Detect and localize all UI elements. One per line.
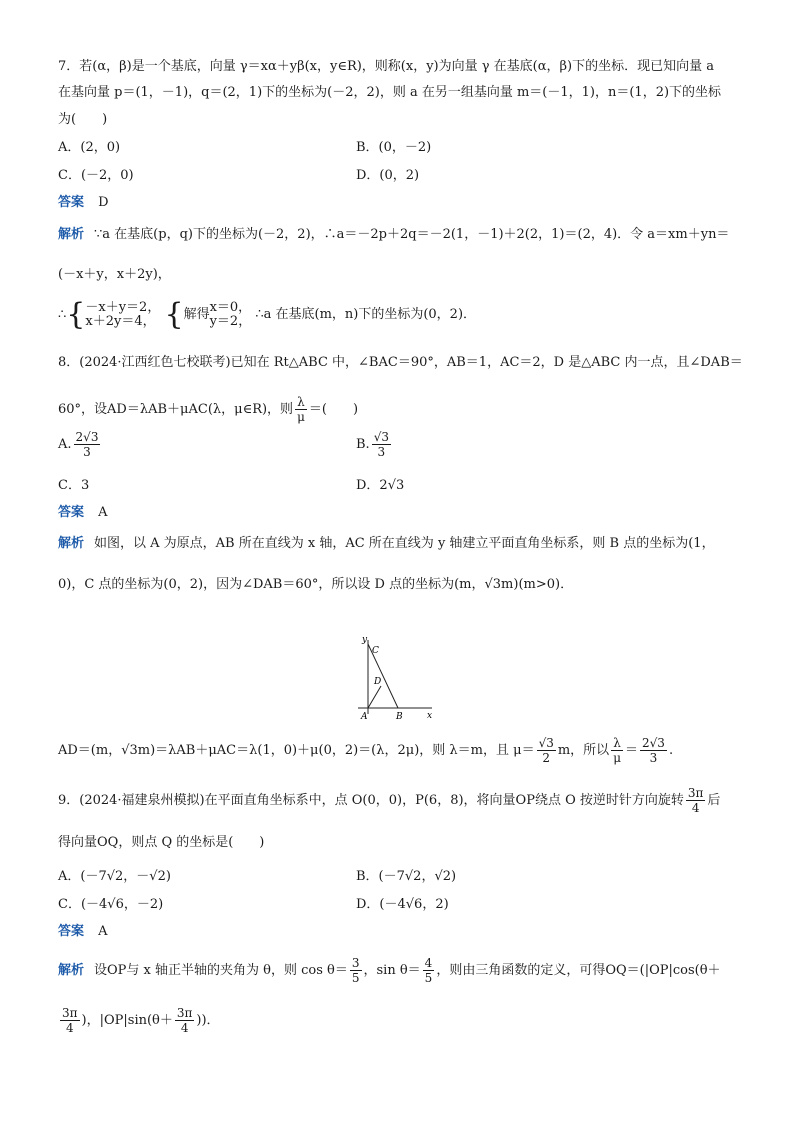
q9-stem-line1: 9．(2024·福建泉州模拟)在平面直角坐标系中，点 O(0，0)，P(6，8)，将向量OP绕点 O 按逆时针方向旋转 $\frac{3\pi}{4}$ 后 [58,786,721,815]
segment-ad [368,686,381,708]
system-solution [210,301,252,329]
label-c: C [372,646,379,656]
answer-value: A [98,924,108,939]
q8-stem-text: 60°，设AD＝λAB＋μAC(λ，μ∈R)，则 [58,402,294,417]
q8-analysis-line2: 0)，C 点的坐标为(0，2)，因为∠DAB＝60°，所以设 D 点的坐标为(m，√3m)(m>0)． [58,577,574,592]
answer-label: 答案 [58,505,85,520]
analysis-label: 解析 [58,536,85,551]
coordinate-figure [350,632,450,724]
analysis-text: ∵a 在基底(p，q)下的坐标为(－2，2)，∴a＝－2p＋2q＝－2(1，－1)＋2(2，1)＝(2，4)．令 a＝xm＋yn＝ [94,227,730,242]
q7-stem-line1: 7．若(α，β)是一个基底，向量 γ＝xα＋yβ(x，y∈R)，则称(x，y)为向量 γ 在基底(α，β)下的坐标．现已知向量 a [58,59,714,74]
q8-answer [58,504,108,522]
label-d: D [374,677,382,687]
q9-analysis-line2: $\frac{3\pi}{4}$ )，|OP|sin(θ＋ $\frac{3\pi}{4}$ ))． [62,1006,220,1035]
solution-x: x＝0， [209,300,252,315]
q8-option-a: A. $\frac{2√3}{3}$ [58,430,99,459]
q9-analysis-line1: 解析 设OP与 x 轴正半轴的夹角为 θ，则 cos θ＝ $\frac{3}{5}$ ，sin θ＝ $\frac{4}{5}$ ，则由三角函数的定义，可得OQ＝(|OP|cos(θ＋ [58,956,721,985]
answer-label: 答案 [58,924,85,939]
q9-stem-text: 9．(2024·福建泉州模拟)在平面直角坐标系中，点 O(0，0)，P(6，8)，将向量OP绕点 O 按逆时针方向旋转 [58,793,684,808]
q8-stem-end: ＝( ) [308,402,359,417]
system-equations [85,301,160,329]
result-text: AD＝(m，√3m)＝λAB＋μAC＝λ(1，0)＋μ(0，2)＝(λ，2μ)，则 λ＝m，且 μ＝ [58,743,535,758]
q7-stem-line2: 在基向量 p＝(1，－1)，q＝(2，1)下的坐标为(－2，2)，则 a 在另一组基向量 m＝(－1，1)，n＝(1，2)下的坐标 [58,85,722,100]
q7-option-b: B．(0，－2) [356,140,432,155]
q9-option-b: B．(－7√2，√2) [356,869,457,884]
lambda-over-mu: $\frac{\lambda}{\mu}$ [297,395,305,424]
q8-option-d: D．2√3 [356,478,405,493]
q7-option-d: D．(0，2) [356,168,420,183]
label-x: x [427,711,433,721]
q7-option-a: A．(2，0) [58,140,121,155]
q7-option-c: C．(－2，0) [58,168,134,183]
q9-option-c: C．(－4√6，－2) [58,897,164,912]
q9-stem-line2: 得向量OQ，则点 Q 的坐标是( ) [58,835,265,850]
answer-label: 答案 [58,195,85,210]
q8-option-b: B. $\frac{√3}{3}$ [356,430,389,459]
q7-stem-line3: 为( ) [58,112,108,127]
answer-value: D [98,195,109,210]
q8-analysis-line1 [58,535,715,553]
solve-text: 解得 [183,307,210,322]
q7-analysis-line2: (－x＋y，x＋2y)， [58,267,171,282]
label-b: B [396,712,403,722]
solution-y: y＝2， [209,314,252,329]
system-conclusion: ∴a 在基底(m，n)下的坐标为(0，2)． [255,307,477,322]
answer-value: A [98,505,108,520]
q7-analysis-line1 [58,226,729,244]
system-eq2: x＋2y＝4， [85,314,156,329]
q8-option-c: C．3 [58,478,90,493]
q9-option-a: A．(－7√2，－√2) [58,869,171,884]
therefore-symbol: ∴ [58,307,67,323]
label-a: A [361,712,368,722]
system-eq1: －x＋y＝2， [85,300,161,315]
label-y: y [362,635,368,645]
q8-result: AD＝(m，√3m)＝λAB＋μAC＝λ(1，0)＋μ(0，2)＝(λ，2μ)，则 λ＝m，且 μ＝ $\frac{√3}{2}$ m，所以 $\frac{\lambda}{\mu}$ ＝ $\frac{2√3}{3}$ . [58,736,674,765]
analysis-text: 如图，以 A 为原点，AB 所在直线为 x 轴，AC 所在直线为 y 轴建立平面直角坐标系，则 B 点的坐标为(1， [94,536,715,551]
q7-equation-system: ∴{ －x＋y＝2， x＋2y＝4， {解得 x＝0， y＝2， ∴a 在基底(m，n)下的坐标为(0，2)． [58,297,477,332]
q9-answer [58,923,108,941]
q8-stem-line1: 8．(2024·江西红色七校联考)已知在 Rt△ABC 中，∠BAC＝90°，AB＝1，AC＝2，D 是△ABC 内一点，且∠DAB＝ [58,355,743,370]
q9-option-d: D．(－4√6，2) [356,897,449,912]
analysis-label: 解析 [58,227,85,242]
q7-answer [58,194,109,212]
analysis-label: 解析 [58,963,85,978]
q8-stem-line2 [58,395,358,424]
